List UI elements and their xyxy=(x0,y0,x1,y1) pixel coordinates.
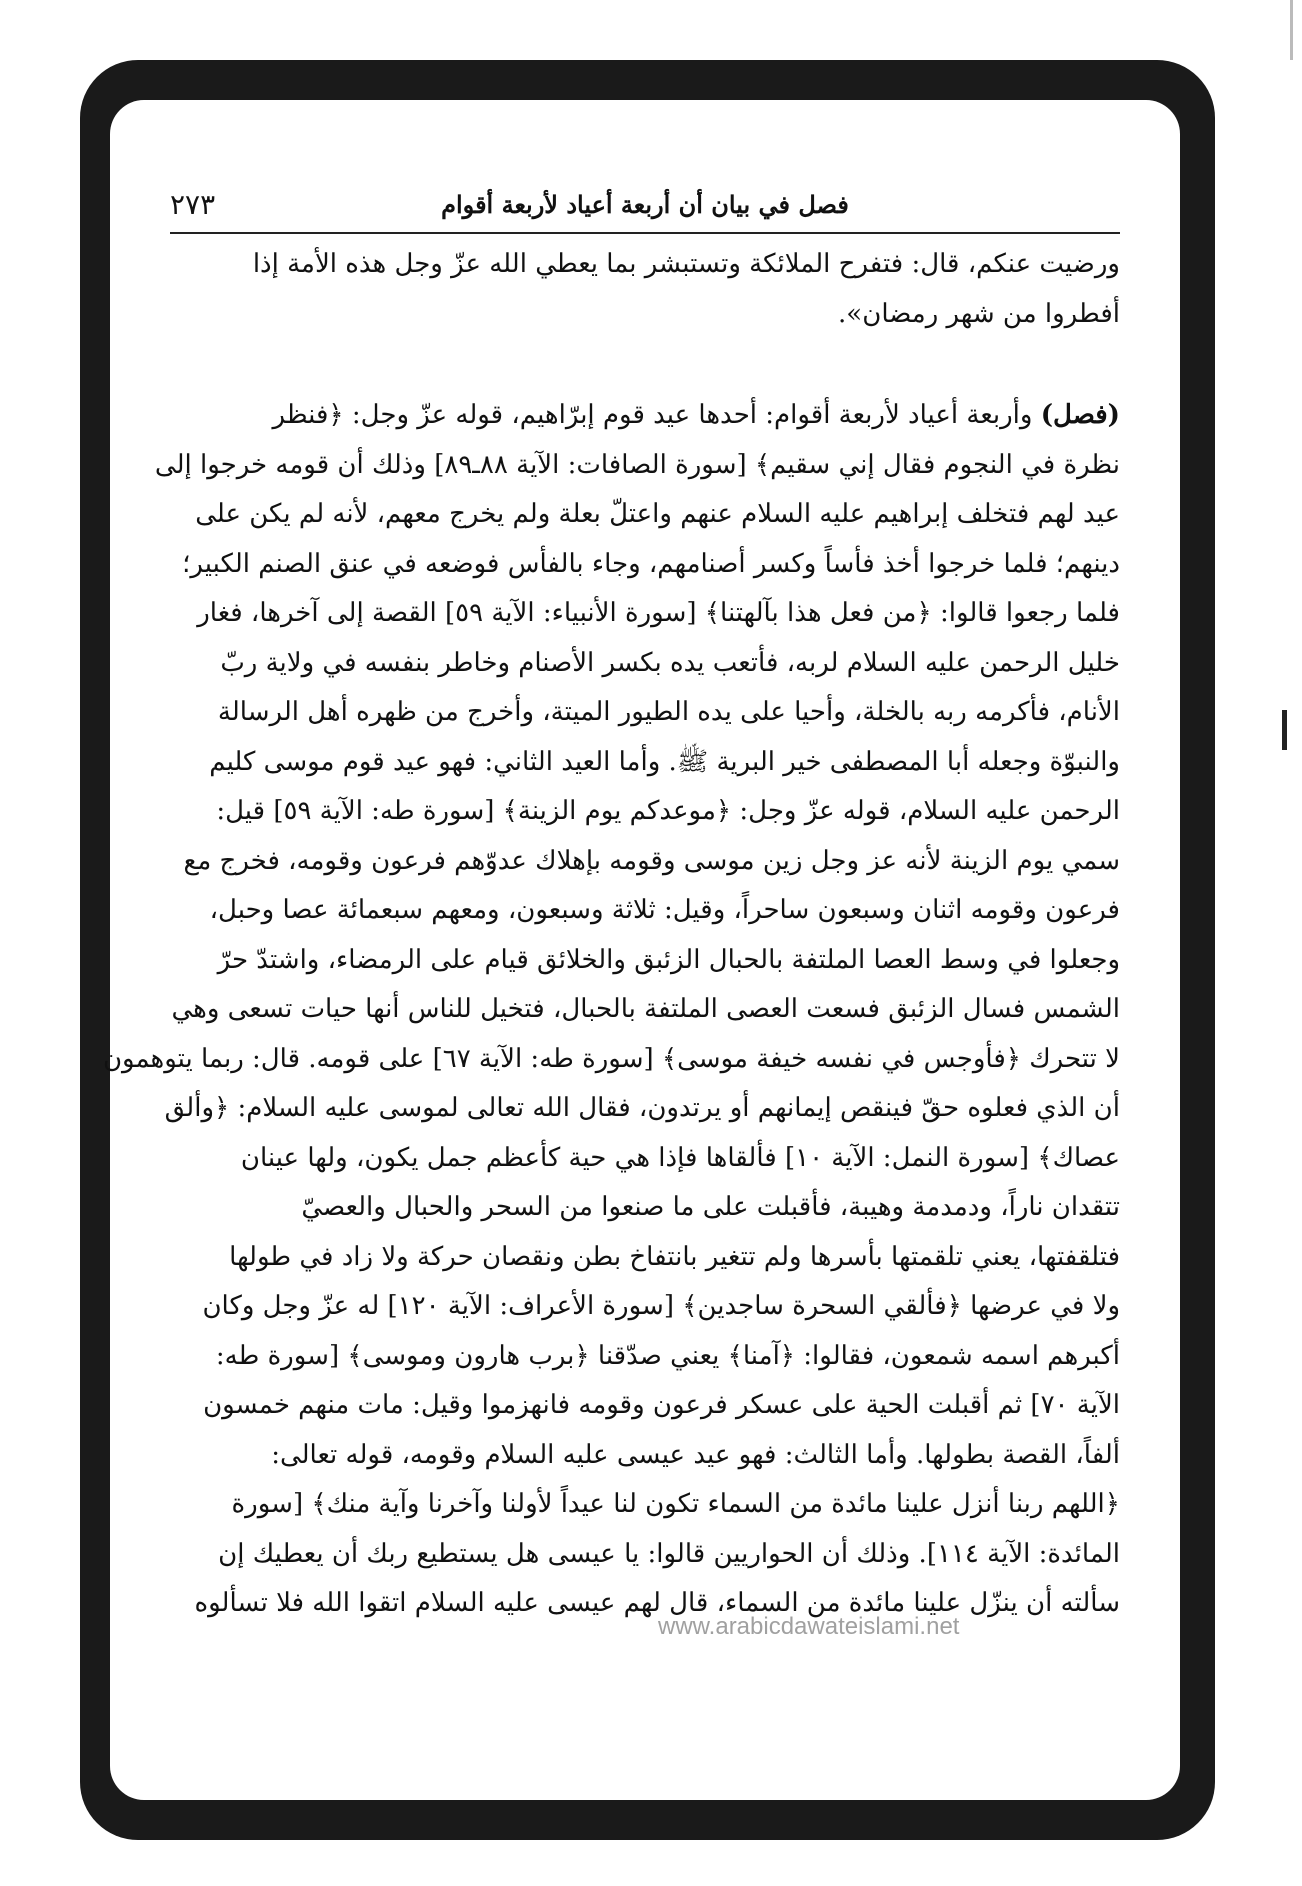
paragraph-gap xyxy=(168,339,1120,391)
book-page xyxy=(102,100,1180,1800)
text-line: الرحمن عليه السلام، قوله عزّ وجل: ﴿موعدكم يوم الزينة﴾ [سورة طه: الآية ٥٩] قيل: xyxy=(216,796,1120,826)
chapter-title: فصل في بيان أن أربعة أعياد لأربعة أقوام xyxy=(441,190,849,219)
scan-margin-mark xyxy=(1282,710,1287,750)
text-line: فتلقفتها، يعني تلقمتها بأسرها ولم تتغير بانتفاخ بطن ونقصان حركة ولا زاد في طولها xyxy=(229,1241,1120,1272)
page-body xyxy=(102,240,1120,1629)
text-line: أكبرهم اسمه شمعون، فقالوا: ﴿آمنا﴾ يعني صدّقنا ﴿برب هارون وموسى﴾ [سورة طه: xyxy=(215,1340,1120,1371)
text-line: خليل الرحمن عليه السلام لربه، فأتعب يده بكسر الأصنام وخاطر بنفسه في ولاية ربّ xyxy=(220,647,1120,678)
website-watermark: www.arabicdawateislami.net xyxy=(658,1613,960,1640)
text-line: الآية ٧٠] ثم أقبلت الحية على عسكر فرعون وقومه فانهزموا وقيل: مات منهم خمسون xyxy=(203,1390,1120,1420)
text-line xyxy=(168,391,1120,441)
text-line: نظرة في النجوم فقال إني سقيم﴾ [سورة الصافات: الآية ٨٨ـ٨٩] وذلك أن قومه خرجوا إلى xyxy=(154,449,1120,480)
text-line: ورضيت عنكم، قال: فتفرح الملائكة وتستبشر بما يعطي الله عزّ وجل هذه الأمة إذا xyxy=(252,249,1120,279)
text-line: سألته أن ينزّل علينا مائدة من السماء، قال لهم عيسى عليه السلام اتقوا الله فلا تسألوه xyxy=(194,1588,1120,1618)
text-line-content: وأربعة أعياد لأربعة أقوام: أحدها عيد قوم إبرّاهيم، قوله عزّ وجل: ﴿فنظر xyxy=(272,400,1033,430)
text-line: ألفاً، القصة بطولها. وأما الثالث: فهو عيد عيسى عليه السلام وقومه، قوله تعالى: xyxy=(271,1439,1120,1470)
text-line: سمي يوم الزينة لأنه عز وجل زين موسى وقومه بإهلاك عدوّهم فرعون وقومه، فخرج مع xyxy=(183,845,1120,876)
text-line: المائدة: الآية ١١٤]. وذلك أن الحواريين قالوا: يا عيسى هل يستطيع ربك أن يعطيك إن xyxy=(218,1538,1120,1569)
text-line: أن الذي فعلوه حقّ فينقص إيمانهم أو يرتدون، فقال الله تعالى لموسى عليه السلام: ﴿وألق xyxy=(164,1093,1120,1123)
text-line: عيد لهم فتخلف إبراهيم عليه السلام عنهم واعتلّ بعلة ولم يخرج معهم، لأنه لم يكن على xyxy=(195,499,1120,529)
section-lead: (فصل) xyxy=(1040,400,1120,430)
text-line: عصاك﴾ [سورة النمل: الآية ١٠] فألقاها فإذا هي حية كأعظم جمل يكون، ولها عينان xyxy=(240,1142,1120,1173)
text-line: الشمس فسال الزئبق فسعت العصى الملتفة بالحبال، فتخيل للناس أنها حيات تسعى وهي xyxy=(171,994,1120,1024)
text-line: فلما رجعوا قالوا: ﴿من فعل هذا بآلهتنا﴾ [سورة الأنبياء: الآية ٥٩] القصة إلى آخرها، فغار xyxy=(197,598,1120,628)
text-line: الأنام، فأكرمه ربه بالخلة، وأحيا على يده الطيور الميتة، وأخرج من ظهره أهل الرسالة xyxy=(217,697,1120,727)
text-line: أفطروا من شهر رمضان». xyxy=(838,298,1120,329)
text-line: والنبوّة وجعله أبا المصطفى خير البرية ﷺ. وأما العيد الثاني: فهو عيد قوم موسى كليم xyxy=(209,746,1120,777)
text-line: تتقدان ناراً، ودمدمة وهيبة، فأقبلت على ما صنعوا من السحر والحبال والعصيّ xyxy=(301,1192,1120,1222)
running-header xyxy=(170,182,1120,234)
text-line: فرعون وقومه اثنان وسبعون ساحراً، وقيل: ثلاثة وسبعون، ومعهم سبعمائة عصا وحبل، xyxy=(209,895,1120,925)
scan-edge-mark xyxy=(1290,0,1293,60)
text-line: ﴿اللهم ربنا أنزل علينا مائدة من السماء تكون لنا عيداً لأولنا وآخرنا وآية منك﴾ [سورة xyxy=(231,1489,1120,1519)
text-line: لا تتحرك ﴿فأوجس في نفسه خيفة موسى﴾ [سورة طه: الآية ٦٧] على قومه. قال: ربما يتوهمون xyxy=(102,1043,1120,1074)
text-line: ولا في عرضها ﴿فألقي السحرة ساجدين﴾ [سورة الأعراف: الآية ١٢٠] له عزّ وجل وكان xyxy=(202,1291,1120,1321)
text-line: دينهم؛ فلما خرجوا أخذ فأساً وكسر أصنامهم، وجاء بالفأس فوضعه في عنق الصنم الكبير؛ xyxy=(182,548,1120,579)
text-line: وجعلوا في وسط العصا الملتفة بالحبال الزئبق والخلائق قيام على الرمضاء، واشتدّ حرّ xyxy=(217,944,1120,975)
page-number: ٢٧٣ xyxy=(170,188,216,221)
